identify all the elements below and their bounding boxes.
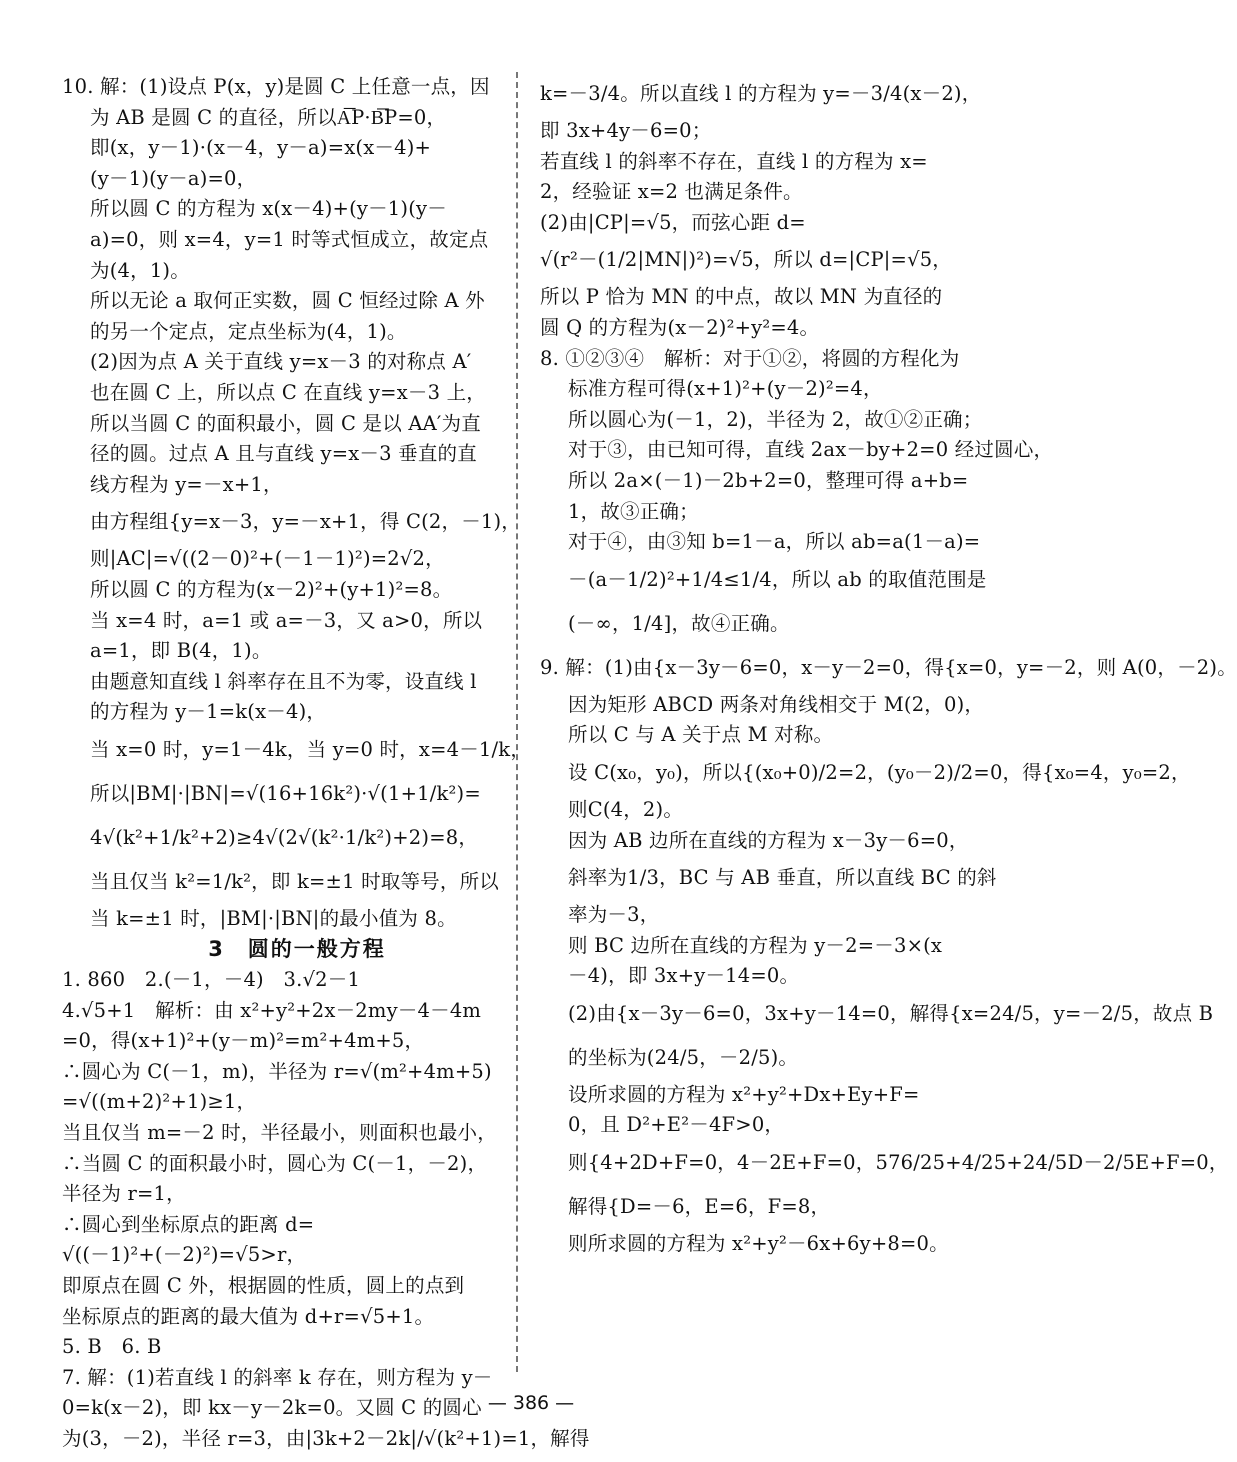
text-line: 对于③，由已知可得，直线 2ax－by+2=0 经过圆心， xyxy=(568,438,1054,462)
text-line: (2)由{x－3y－6=0，3x+y－14=0，解得{x=24/5，y=－2/5，故点 B xyxy=(568,1001,1214,1025)
text-line: 8. ①②③④ 解析：对于①②，将圆的方程化为 xyxy=(540,346,960,370)
text-line: ∴圆心到坐标原点的距离 d= xyxy=(62,1212,315,1236)
text-line: 坐标原点的距离的最大值为 d+r=√5+1。 xyxy=(62,1304,435,1328)
text-line: 径的圆。过点 A 且与直线 y=x－3 垂直的直 xyxy=(90,442,477,466)
text-line: 因为矩形 ABCD 两条对角线相交于 M(2，0)， xyxy=(568,692,985,716)
text-line: 设 C(x₀，y₀)，所以{(x₀+0)/2=2，(y₀－2)/2=0，得{x₀=4，y₀=2， xyxy=(568,760,1191,784)
text-line: 所以圆 C 的方程为 x(x－4)+(y－1)(y－ xyxy=(90,197,447,221)
text-line: 0，且 D²+E²－4F>0， xyxy=(568,1113,785,1137)
text-line: √(r²－(1/2|MN|)²)=√5，所以 d=|CP|=√5， xyxy=(540,248,953,272)
text-line: (2)由|CP|=√5，而弦心距 d= xyxy=(540,210,806,234)
text-line: (－∞，1/4]，故④正确。 xyxy=(568,611,790,635)
text-line: 所以 C 与 A 关于点 M 对称。 xyxy=(568,723,834,747)
text-line: 2，经验证 x=2 也满足条件。 xyxy=(540,180,803,204)
text-line: 为(3，－2)，半径 r=3，由|3k+2－2k|/√(k²+1)=1，解得 xyxy=(62,1426,590,1450)
text-line: 的另一个定点，定点坐标为(4，1)。 xyxy=(90,319,407,343)
text-line: 则C(4，2)。 xyxy=(568,797,684,821)
text-line: ∴圆心为 C(－1，m)，半径为 r=√(m²+4m+5) xyxy=(62,1059,492,1083)
text-line: 当且仅当 k²=1/k²，即 k=±1 时取等号，所以 xyxy=(90,869,499,893)
text-line: 则所求圆的方程为 x²+y²－6x+6y+8=0。 xyxy=(568,1232,949,1256)
text-line: 4.√5+1 解析：由 x²+y²+2x－2my－4－4m xyxy=(62,998,482,1022)
text-line: －4)，即 3x+y－14=0。 xyxy=(568,964,800,988)
text-line: 当 x=0 时，y=1－4k，当 y=0 时，x=4－1/k， xyxy=(90,737,531,761)
text-line: 所以|BM|·|BN|=√(16+16k²)·√(1+1/k²)= xyxy=(90,781,481,805)
text-line: a=1，即 B(4，1)。 xyxy=(90,639,272,663)
text-line: 若直线 l 的斜率不存在，直线 l 的方程为 x= xyxy=(540,149,928,173)
text-line: 当 x=4 时，a=1 或 a=－3，又 a>0，所以 xyxy=(90,608,483,632)
text-line: 则 BC 边所在直线的方程为 y－2=－3×(x xyxy=(568,933,943,957)
section-title: 3 圆的一般方程 xyxy=(208,937,386,962)
text-line: 线方程为 y=－x+1， xyxy=(90,472,283,496)
text-line: ∴当圆 C 的面积最小时，圆心为 C(－1，－2)， xyxy=(62,1151,488,1175)
text-line: 为 AB 是圆 C 的直径，所以A͞P·B͞P=0， xyxy=(90,105,447,129)
text-line: 则|AC|=√((2－0)²+(－1－1)²)=2√2， xyxy=(90,547,445,571)
text-line: 1. 860 2.(－1，－4) 3.√2－1 xyxy=(62,968,361,992)
text-line: 设所求圆的方程为 x²+y²+Dx+Ey+F= xyxy=(568,1082,920,1106)
text-line: －(a－1/2)²+1/4≤1/4，所以 ab 的取值范围是 xyxy=(568,567,987,591)
text-line: 即原点在圆 C 外，根据圆的性质，圆上的点到 xyxy=(62,1274,465,1297)
text-line: 半径为 r=1， xyxy=(62,1182,186,1206)
text-line: 所以圆 C 的方程为(x－2)²+(y+1)²=8。 xyxy=(90,577,453,601)
text-line: 标准方程可得(x+1)²+(y－2)²=4， xyxy=(568,377,883,401)
text-line: 为(4，1)。 xyxy=(90,258,190,282)
text-line: 圆 Q 的方程为(x－2)²+y²=4。 xyxy=(540,315,820,339)
text-line: 的方程为 y－1=k(x－4)， xyxy=(90,700,327,724)
text-line: 解得{D=－6，E=6，F=8， xyxy=(568,1195,831,1219)
text-line: 0=k(x－2)，即 kx－y－2k=0。又圆 C 的圆心 xyxy=(62,1396,482,1420)
text-line: 9. 解：(1)由{x－3y－6=0，x－y－2=0，得{x=0，y=－2，则 A(0，－2)。 xyxy=(540,655,1237,679)
text-line: 所以无论 a 取何正实数，圆 C 恒经过除 A 外 xyxy=(90,289,485,313)
text-line: 所以当圆 C 的面积最小，圆 C 是以 AA′为直 xyxy=(90,411,481,435)
text-line: 也在圆 C 上，所以点 C 在直线 y=x－3 上， xyxy=(90,380,486,404)
text-line: √((－1)²+(－2)²)=√5>r， xyxy=(62,1243,307,1267)
text-line: 的坐标为(24/5，－2/5)。 xyxy=(568,1045,799,1069)
text-line: 7. 解：(1)若直线 l 的斜率 k 存在，则方程为 y－ xyxy=(62,1365,493,1389)
text-line: 即 3x+4y－6=0； xyxy=(540,119,712,142)
text-line: 斜率为1/3，BC 与 AB 垂直，所以直线 BC 的斜 xyxy=(568,866,997,890)
text-line: k=－3/4。所以直线 l 的方程为 y=－3/4(x－2)， xyxy=(540,82,982,105)
text-line: 当 k=±1 时，|BM|·|BN|的最小值为 8。 xyxy=(90,906,457,930)
text-line: =√((m+2)²+1)≥1， xyxy=(62,1090,257,1114)
text-line: 因为 AB 边所在直线的方程为 x－3y－6=0， xyxy=(568,828,969,852)
column-divider xyxy=(516,72,518,1372)
text-line: 所以圆心为(－1，2)，半径为 2，故①②正确； xyxy=(568,407,983,431)
right-column xyxy=(540,72,1237,1260)
text-line: 10. 解：(1)设点 P(x，y)是圆 C 上任意一点，因 xyxy=(62,75,490,98)
text-line: 5. B 6. B xyxy=(62,1335,162,1359)
text-line: 即(x，y－1)·(x－4，y－a)=x(x－4)+ xyxy=(90,136,432,160)
text-line: (2)因为点 A 关于直线 y=x－3 的对称点 A′ xyxy=(90,350,472,374)
text-line: 4√(k²+1/k²+2)≥4√(2√(k²·1/k²)+2)=8， xyxy=(90,825,479,849)
text-line: 1，故③正确； xyxy=(568,499,699,523)
text-line: 则{4+2D+F=0，4－2E+F=0，576/25+4/25+24/5D－2/5E+F=0， xyxy=(568,1151,1229,1175)
text-line: 由方程组{y=x－3，y=－x+1，得 C(2，－1)， xyxy=(90,510,522,534)
text-line: 对于④，由③知 b=1－a，所以 ab=a(1－a)= xyxy=(568,530,981,554)
text-line: 率为－3， xyxy=(568,903,660,927)
text-line: 由题意知直线 l 斜率存在且不为零，设直线 l xyxy=(90,669,477,693)
page-number: — 386 — xyxy=(487,1392,575,1414)
text-line: 所以 P 恰为 MN 的中点，故以 MN 为直径的 xyxy=(540,285,943,309)
text-line: 所以 2a×(－1)－2b+2=0，整理可得 a+b= xyxy=(568,468,969,492)
text-line: =0，得(x+1)²+(y－m)²=m²+4m+5， xyxy=(62,1029,425,1053)
text-line: (y－1)(y－a)=0， xyxy=(90,166,257,190)
text-line: 当且仅当 m=－2 时，半径最小，则面积也最小， xyxy=(62,1121,497,1145)
text-line: a)=0，则 x=4，y=1 时等式恒成立，故定点 xyxy=(90,227,489,251)
